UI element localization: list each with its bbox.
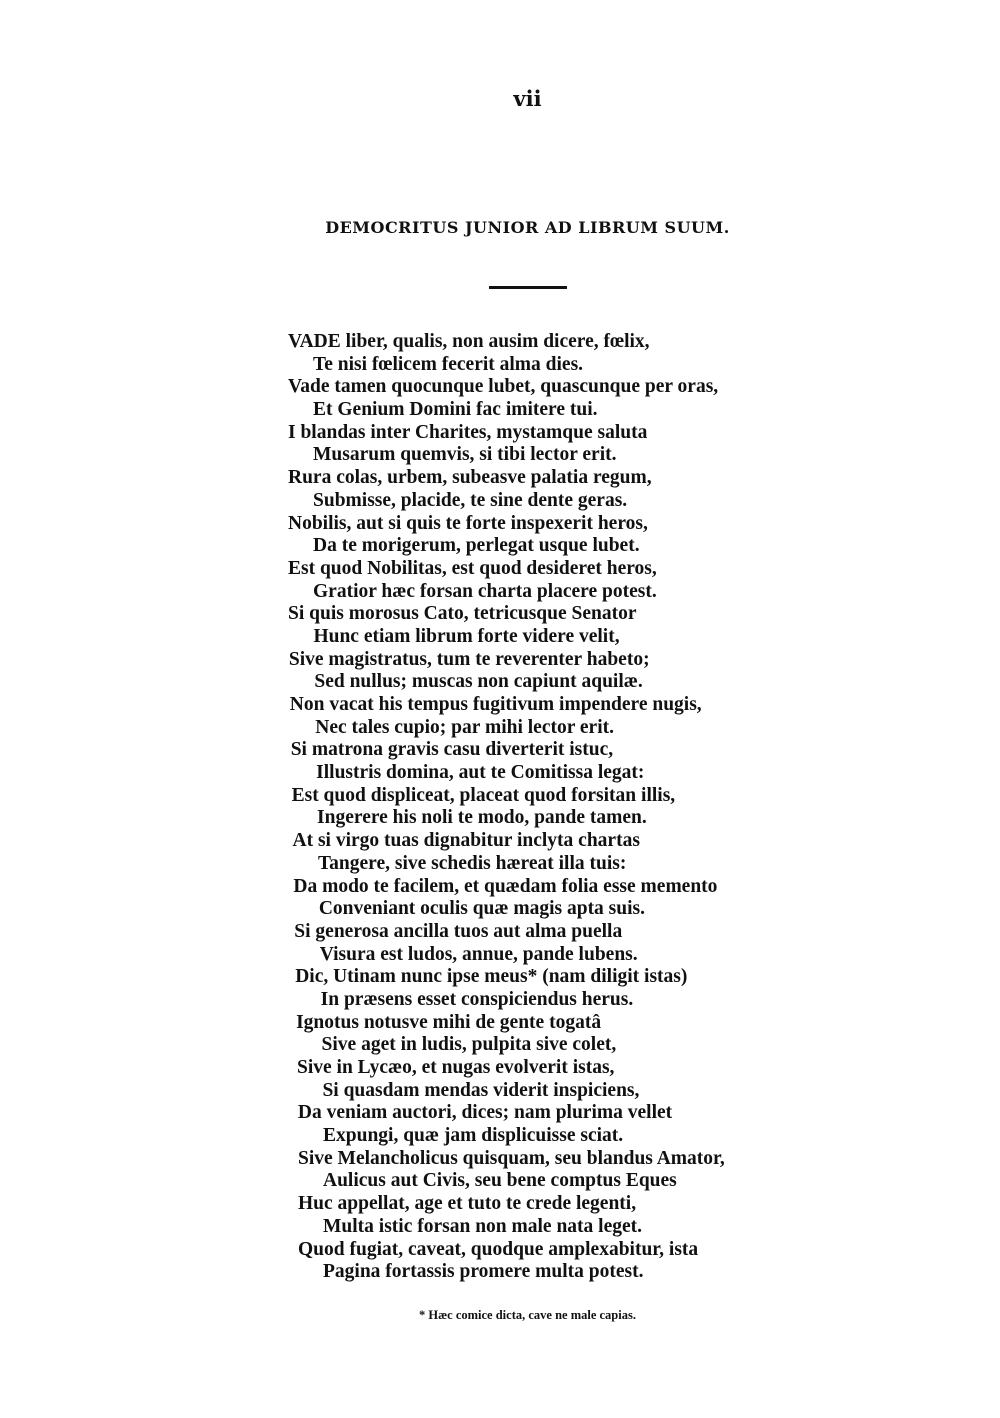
poem-line-pentameter: In præsens esset conspiciendus herus. [320, 988, 634, 1010]
poem-line-hexameter: Si generosa ancilla tuos aut alma puella [294, 920, 623, 942]
poem-line-hexameter: Huc appellat, age et tuto te crede legenti, [298, 1193, 637, 1215]
poem-line-pentameter: Si quasdam mendas viderit inspiciens, [322, 1079, 640, 1101]
poem-line-hexameter: Vade tamen quocunque lubet, quascunque per oras, [288, 376, 719, 398]
poem-line-pentameter: Pagina fortassis promere multa potest. [323, 1261, 644, 1283]
poem-line-pentameter: Da te morigerum, perlegat usque lubet. [313, 535, 640, 557]
poem-line-pentameter: Conveniant oculis quæ magis apta suis. [318, 898, 646, 920]
poem-line-pentameter: Aulicus aut Civis, seu bene comptus Eques [323, 1170, 677, 1192]
poem-line-pentameter: Multa istic forsan non male nata leget. [323, 1215, 643, 1237]
poem-line-pentameter: Expungi, quæ jam displicuisse sciat. [323, 1125, 624, 1147]
poem-line-pentameter: Hunc etiam librum forte videre velit, [313, 625, 620, 647]
poem-line-pentameter: Sive aget in ludis, pulpita sive colet, [321, 1034, 617, 1056]
poem-line-hexameter: Non vacat his tempus fugitivum impendere nugis, [289, 694, 702, 715]
page-number: vii [513, 86, 542, 111]
poem-line-hexameter: Da modo te facilem, et quædam folia esse memento [293, 875, 718, 897]
poem-line-hexameter: Da veniam auctori, dices; nam plurima vellet [297, 1102, 673, 1124]
poem-title: DEMOCRITUS JUNIOR AD LIBRUM SUUM. [325, 218, 730, 237]
poem-line-hexameter: Est quod displiceat, placeat quod forsitan illis, [291, 784, 676, 806]
poem-line-hexameter: Est quod Nobilitas, est quod desideret heros, [288, 557, 657, 579]
poem-line-pentameter: Musarum quemvis, si tibi lector erit. [313, 444, 617, 466]
poem-line-pentameter: Tangere, sive schedis hæreat illa tuis: [317, 852, 627, 874]
poem-line-hexameter: Sive magistratus, tum te reverenter habeto; [288, 648, 650, 670]
poem-line-hexameter: Dic, Utinam nunc ipse meus* (nam diligit istas) [295, 966, 688, 988]
poem-line-hexameter: VADE liber, qualis, non ausim dicere, fœlix, [288, 331, 650, 352]
title-rule [489, 286, 567, 289]
poem-line-hexameter: Sive Melancholicus quisquam, seu blandus Amator, [298, 1147, 725, 1169]
footnote: * Hæc comice dicta, cave ne male capias. [419, 1308, 636, 1322]
poem-line-hexameter: Si quis morosus Cato, tetricusque Senator [288, 603, 637, 625]
poem-line-pentameter: Ingerere his noli te modo, pande tamen. [317, 807, 647, 829]
poem-line-hexameter: Sive in Lycæo, et nugas evolverit istas, [297, 1057, 615, 1078]
poem-line-hexameter: Si matrona gravis casu diverterit istuc, [290, 739, 614, 761]
poem-line-pentameter: Gratior hæc forsan charta placere potest. [313, 580, 657, 602]
poem-line-hexameter: Nobilis, aut si quis te forte inspexerit heros, [288, 512, 648, 534]
poem-line-pentameter: Te nisi fœlicem fecerit alma dies. [313, 353, 584, 375]
poem-line-hexameter: Rura colas, urbem, subeasve palatia regum, [288, 467, 652, 489]
poem-line-hexameter: I blandas inter Charites, mystamque saluta [288, 421, 648, 443]
poem-line-hexameter: Ignotus notusve mihi de gente togatâ [296, 1011, 602, 1033]
poem-body [0, 331, 725, 1284]
poem-line-pentameter: Visura est ludos, annue, pande lubens. [319, 943, 638, 965]
poem-line-pentameter: Sed nullus; muscas non capiunt aquilæ. [314, 671, 643, 693]
poem-line-pentameter: Illustris domina, aut te Comitissa legat: [316, 762, 645, 784]
poem-line-pentameter: Et Genium Domini fac imitere tui. [313, 399, 598, 421]
poem-line-pentameter: Nec tales cupio; par mihi lector erit. [315, 716, 614, 738]
poem-line-pentameter: Submisse, placide, te sine dente geras. [313, 489, 628, 511]
poem-line-hexameter: Quod fugiat, caveat, quodque amplexabitur, ista [298, 1238, 699, 1260]
poem-line-hexameter: At si virgo tuas dignabitur inclyta chartas [292, 830, 640, 852]
